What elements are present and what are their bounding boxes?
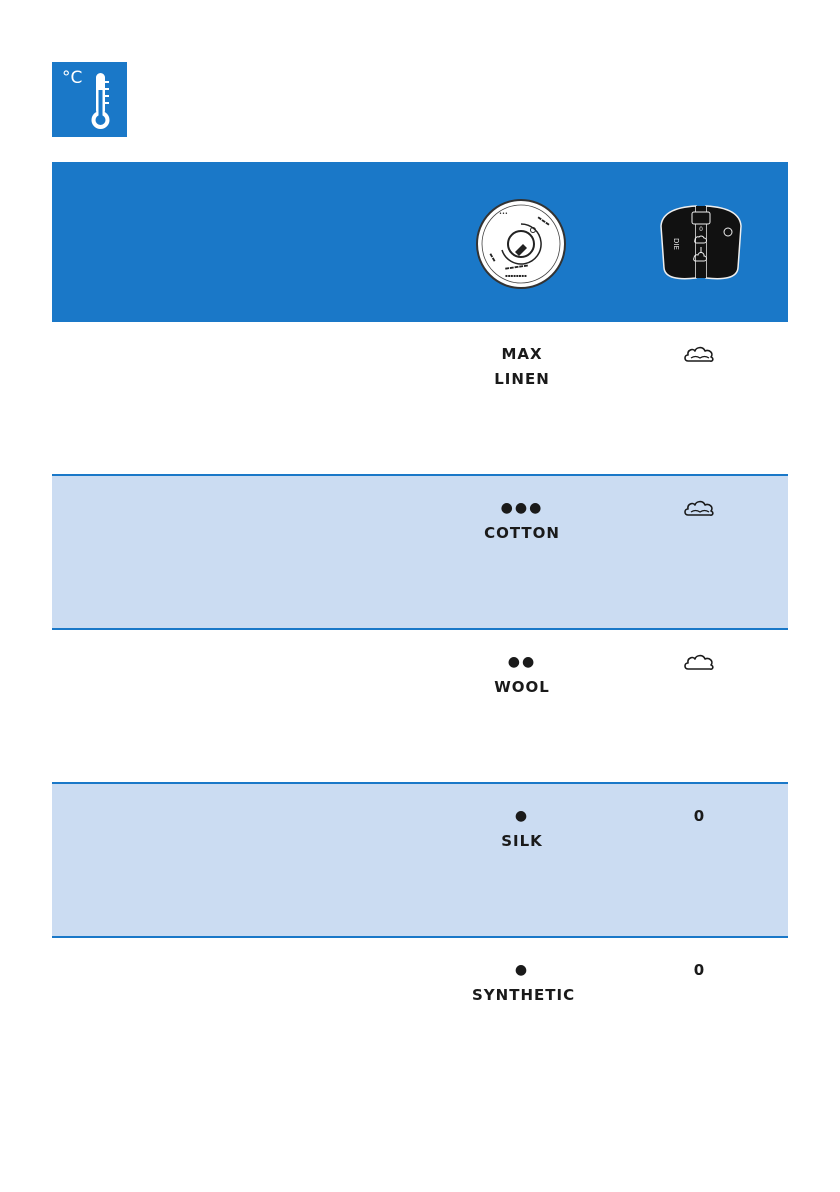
dial-marker: ●●● [500, 500, 544, 516]
steam-setting [672, 652, 726, 672]
svg-text:▬▬▬▬▬: ▬▬▬▬▬ [504, 262, 529, 272]
dial-label: SILK [501, 832, 543, 850]
table-row [52, 938, 788, 1092]
dial-marker: MAX [501, 345, 543, 363]
dial-label: COTTON [484, 524, 560, 542]
table-row [52, 630, 788, 784]
thermometer-icon [52, 62, 127, 137]
table-row [52, 476, 788, 630]
thermometer-celsius-icon [52, 62, 127, 137]
steam-value: 0 [693, 807, 705, 825]
dial-setting [472, 498, 572, 545]
dial-setting [472, 652, 572, 699]
svg-text:•••: ••• [499, 211, 508, 217]
dial-setting [472, 806, 572, 853]
steam-value: 0 [693, 961, 705, 979]
celsius-label: °C [62, 68, 83, 88]
svg-text:▪▪▪▪▪▪▪▪: ▪▪▪▪▪▪▪▪ [505, 273, 527, 278]
dial-marker: ●● [507, 654, 537, 670]
dial-label: LINEN [494, 370, 550, 388]
steam-setting [672, 806, 726, 826]
dial-setting [472, 960, 576, 1007]
table-row [52, 784, 788, 938]
table-header [52, 162, 788, 322]
dial-marker: ● [514, 962, 530, 978]
dial-marker: ● [514, 808, 530, 824]
steam-control-icon [658, 198, 744, 284]
svg-text:▬▬: ▬▬ [487, 252, 498, 264]
cloud-steam-icon [683, 344, 715, 364]
table-row [52, 322, 788, 476]
dial-setting [472, 344, 572, 391]
cloud-steam-icon [683, 498, 715, 518]
dial-label: WOOL [494, 678, 550, 696]
steam-setting [672, 498, 726, 518]
svg-text:0: 0 [699, 226, 703, 233]
cloud-icon [683, 652, 715, 672]
steam-setting [672, 344, 726, 364]
svg-text:DIE: DIE [672, 238, 680, 250]
dial-label: SYNTHETIC [472, 986, 576, 1004]
temperature-dial-icon [475, 198, 567, 290]
steam-setting [672, 960, 726, 980]
svg-text:▬▬▬: ▬▬▬ [535, 214, 551, 228]
